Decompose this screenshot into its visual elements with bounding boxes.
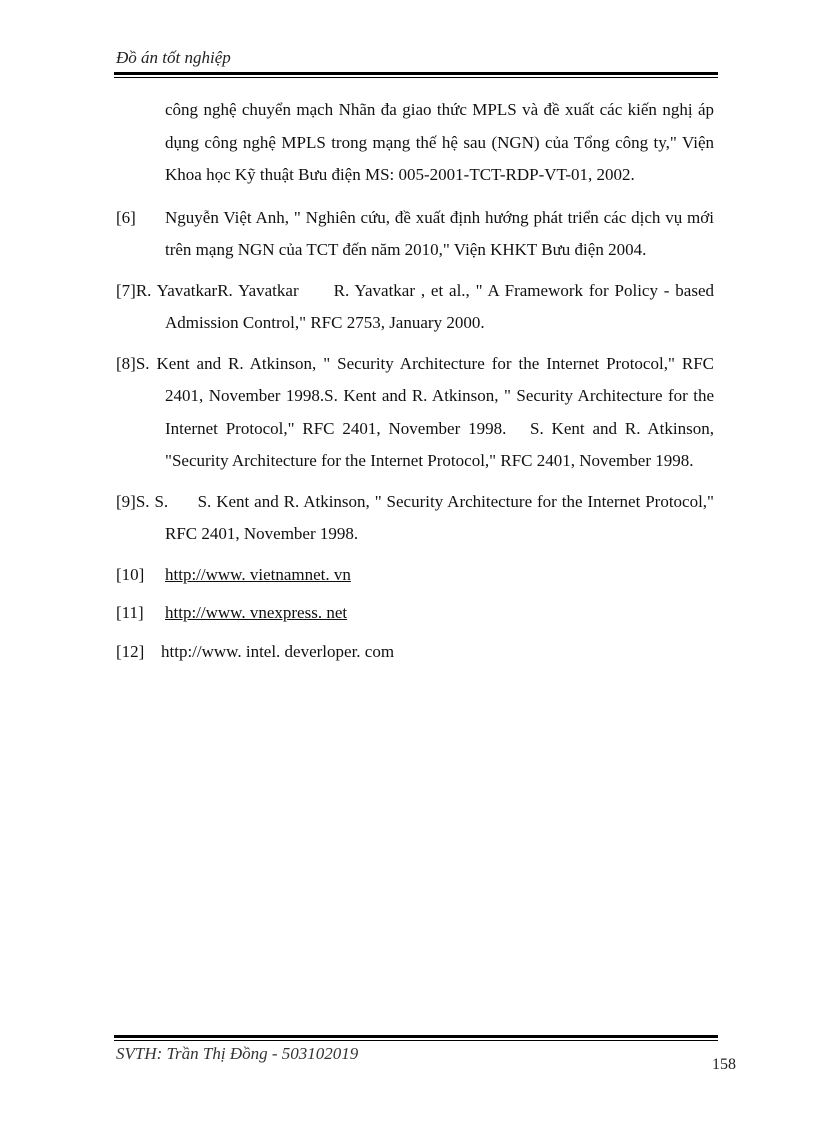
- reference-link[interactable]: http://www. vnexpress. net: [165, 603, 348, 622]
- reference-continuation: công nghệ chuyển mạch Nhãn đa giao thức MPLS và đề xuất các kiến nghị áp dụng công nghệ MPLS trong mạng thế hệ sau (NGN) của Tổng công ty," Viện Khoa học Kỹ thuật Bưu điện MS: 005-2001-TCT-RDP-VT-01, 2002.: [165, 100, 714, 184]
- reference-tag: [8]: [116, 353, 136, 373]
- header-title: Đồ án tốt nghiệp: [116, 48, 231, 67]
- page-number: 158: [712, 1056, 736, 1073]
- reference-item: [116, 202, 714, 267]
- reference-tag: [7]: [116, 280, 136, 300]
- reference-text: S. Kent and R. Atkinson, " Security Architecture for the Internet Protocol," RFC 2401, November 1998.S. Kent and R. Atkinson, " Security Architecture for the Internet Protocol," RFC 2401, November 1998. S. Kent and R. Atkinson, "Security Architecture for the Internet Protocol," RFC 2401, November 1998.: [135, 353, 719, 470]
- reference-tag: [6]: [116, 207, 136, 227]
- reference-item: [116, 559, 714, 592]
- reference-item: [116, 486, 719, 551]
- reference-item: [116, 636, 714, 669]
- reference-text: R. YavatkarR. Yavatkar R. Yavatkar , et al., " A Framework for Policy - based Admission Control," RFC 2753, January 2000.: [135, 280, 718, 332]
- reference-tag: [11]: [116, 603, 144, 622]
- reference-tag: [12]: [116, 641, 145, 661]
- reference-item: [116, 597, 714, 630]
- reference-item: [116, 348, 719, 478]
- reference-text: Nguyễn Việt Anh, " Nghiên cứu, đề xuất định hướng phát triển các dịch vụ mới trên mạng NGN của TCT đến năm 2010," Viện KHKT Bưu điện 2004.: [165, 207, 714, 259]
- footer-rule: [114, 1035, 718, 1038]
- footer-rule-thin: [114, 1040, 718, 1041]
- reference-tag: [10]: [116, 564, 145, 584]
- reference-tag: [9]: [116, 491, 136, 511]
- footer-author: SVTH: Trần Thị Đồng - 503102019: [116, 1044, 359, 1063]
- reference-list: [116, 94, 719, 674]
- reference-item: [116, 275, 718, 340]
- reference-text: http://www. intel. deverloper. com: [161, 641, 395, 661]
- header-rule-thin: [114, 77, 718, 78]
- reference-link[interactable]: http://www. vietnamnet. vn: [165, 564, 351, 584]
- reference-text: S. S. S. Kent and R. Atkinson, " Security Architecture for the Internet Protocol," RFC 2401, November 1998.: [135, 491, 719, 543]
- header-rule: [114, 72, 718, 75]
